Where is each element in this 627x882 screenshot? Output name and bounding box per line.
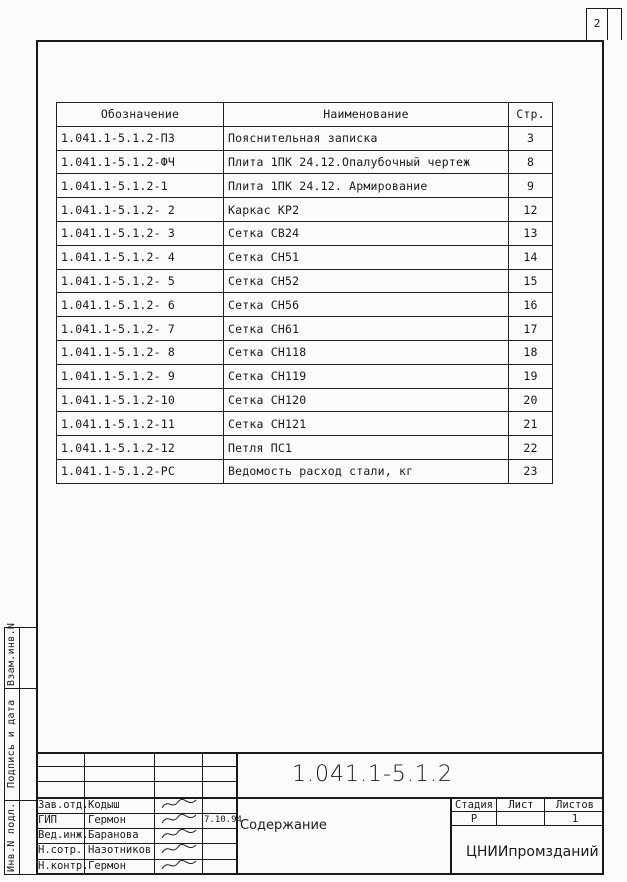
row-name: Сетка СН56 [224, 293, 509, 317]
table-row [57, 388, 553, 412]
date-value: 7.10.94 [204, 815, 242, 825]
row-page: 14 [509, 245, 553, 269]
signature-name: Кодыш [88, 799, 120, 811]
title-block [36, 752, 604, 875]
row-name: Плита 1ПК 24.12. Армирование [224, 174, 509, 198]
row-page: 3 [509, 126, 553, 150]
left-margin-stamp [4, 622, 36, 875]
row-name: Плита 1ПК 24.12.Опалубочный чертеж [224, 150, 509, 174]
signature-name: Гермон [88, 860, 126, 872]
signature-name: Гермон [88, 814, 126, 826]
row-name: Сетка СН51 [224, 245, 509, 269]
inv-orig-label: Инв.N подл. [6, 802, 17, 872]
table-row [57, 293, 553, 317]
row-designation: 1.041.1-5.1.2- 9 [57, 364, 224, 388]
row-designation: 1.041.1-5.1.2-11 [57, 412, 224, 436]
row-name: Пояснительная записка [224, 126, 509, 150]
row-name: Сетка СН118 [224, 340, 509, 364]
table-row [57, 126, 553, 150]
signature-role: Зав.отд. [38, 799, 89, 811]
row-name: Ведомость расход стали, кг [224, 459, 509, 483]
row-name: Сетка СН119 [224, 364, 509, 388]
row-designation: 1.041.1-5.1.2- 8 [57, 340, 224, 364]
signature-role: ГИП [38, 814, 57, 826]
signature-name: Баранова [88, 829, 139, 841]
table-row [57, 340, 553, 364]
table-row [57, 459, 553, 483]
sheet-number: 2 [593, 17, 601, 30]
row-page: 23 [509, 459, 553, 483]
sheets-label: Листов [556, 799, 594, 811]
row-name: Петля ПС1 [224, 436, 509, 460]
contents-table [56, 102, 553, 484]
table-row [57, 150, 553, 174]
row-designation: 1.041.1-5.1.2- 5 [57, 269, 224, 293]
corner-line [586, 8, 622, 9]
row-page: 19 [509, 364, 553, 388]
header-designation: Обозначение [57, 103, 224, 127]
table-row [57, 221, 553, 245]
row-name: Сетка СН120 [224, 388, 509, 412]
row-name: Сетка СВ24 [224, 221, 509, 245]
sheet-number-box [586, 8, 608, 40]
row-page: 16 [509, 293, 553, 317]
table-row [57, 245, 553, 269]
table-row [57, 269, 553, 293]
handwritten-signature [160, 857, 200, 876]
row-name: Сетка СН61 [224, 317, 509, 341]
row-name: Сетка СН121 [224, 412, 509, 436]
table-row [57, 174, 553, 198]
row-designation: 1.041.1-5.1.2- 7 [57, 317, 224, 341]
signature-role: Н.контр. [38, 860, 89, 872]
row-name: Сетка СН52 [224, 269, 509, 293]
row-designation: 1.041.1-5.1.2- 3 [57, 221, 224, 245]
row-designation: 1.041.1-5.1.2-ПЗ [57, 126, 224, 150]
signature-role: Н.сотр. [38, 844, 83, 856]
corner-line [621, 8, 622, 40]
row-page: 20 [509, 388, 553, 412]
row-designation: 1.041.1-5.1.2-10 [57, 388, 224, 412]
row-page: 21 [509, 412, 553, 436]
row-page: 18 [509, 340, 553, 364]
signature-role: Вед.инж. [38, 829, 89, 841]
row-designation: 1.041.1-5.1.2- 6 [57, 293, 224, 317]
table-row [57, 436, 553, 460]
header-page: Стр. [509, 103, 553, 127]
table-row [57, 198, 553, 222]
document-code: 1.041.1-5.1.2 [292, 762, 453, 787]
row-page: 12 [509, 198, 553, 222]
table-header-row [57, 103, 553, 127]
row-page: 8 [509, 150, 553, 174]
row-designation: 1.041.1-5.1.2- 4 [57, 245, 224, 269]
sign-date-label: Подпись и дата [6, 699, 17, 789]
row-designation: 1.041.1-5.1.2-1 [57, 174, 224, 198]
row-name: Каркас КР2 [224, 198, 509, 222]
signature-name: Назотников [88, 844, 152, 856]
row-designation: 1.041.1-5.1.2-12 [57, 436, 224, 460]
row-designation: 1.041.1-5.1.2-ФЧ [57, 150, 224, 174]
row-page: 17 [509, 317, 553, 341]
row-page: 9 [509, 174, 553, 198]
stage-label: Стадия [455, 799, 493, 811]
sheet-label: Лист [508, 799, 534, 811]
table-row [57, 317, 553, 341]
table-row [57, 364, 553, 388]
row-designation: 1.041.1-5.1.2-РС [57, 459, 224, 483]
sheet-title: Содержание [240, 818, 327, 833]
header-name: Наименование [224, 103, 509, 127]
organization-name: ЦНИИпромзданий [466, 844, 599, 860]
sheets-value: 1 [571, 813, 579, 825]
table-row [57, 412, 553, 436]
row-page: 15 [509, 269, 553, 293]
row-designation: 1.041.1-5.1.2- 2 [57, 198, 224, 222]
replace-inv-label: Взам.инв.N [6, 622, 17, 686]
row-page: 13 [509, 221, 553, 245]
row-page: 22 [509, 436, 553, 460]
stage-value: Р [470, 813, 478, 825]
